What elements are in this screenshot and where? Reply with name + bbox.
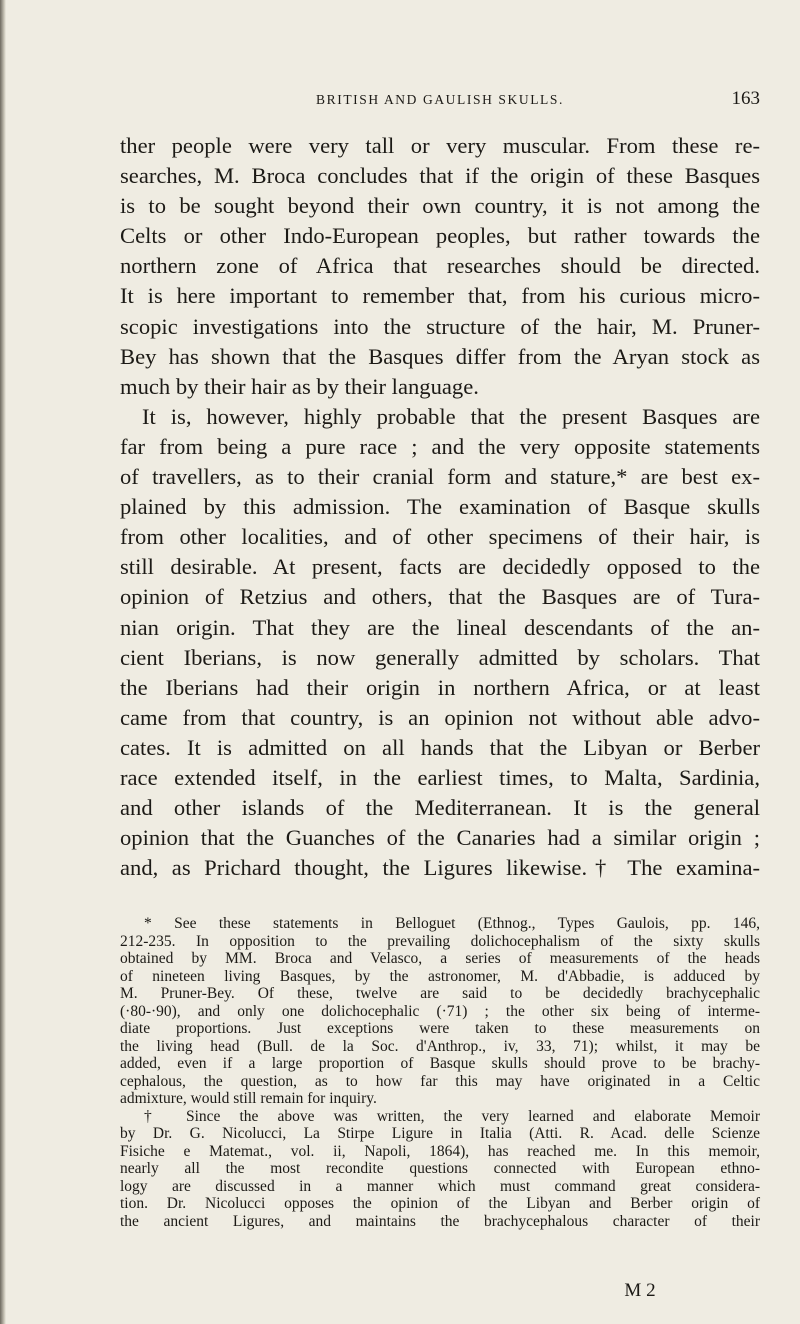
body-line: and, as Prichard thought, the Ligures likewise.† The examina- [120, 855, 760, 881]
footnote-line: the living head (Bull. de la Soc. d'Anthrop., iv, 33, 71); whilst, it may be [120, 1037, 760, 1055]
footnote-line: cephalous, the question, as to how far this may have originated in a Celtic [120, 1072, 760, 1090]
page-header [120, 88, 760, 112]
body-line: opinion that the Guanches of the Canaries had a similar origin ; [120, 825, 760, 851]
footnote-line: Fisiche e Matemat., vol. ii, Napoli, 1864), has reached me. In this memoir, [120, 1142, 760, 1160]
body-line: race extended itself, in the earliest times, to Malta, Sardinia, [120, 764, 760, 790]
footnote-line: * See these statements in Belloguet (Ethnog., Types Gaulois, pp. 146, [144, 915, 760, 932]
body-line: is to be sought beyond their own country, it is not among the [120, 193, 760, 219]
footnotes [120, 915, 760, 1230]
footnote-line: of nineteen living Basques, by the astronomer, M. d'Abbadie, is adduced by [120, 967, 760, 985]
footnote-line: by Dr. G. Nicolucci, La Stirpe Ligure in Italia (Atti. R. Acad. delle Scienze [120, 1125, 760, 1142]
footnote-line: tion. Dr. Nicolucci opposes the opinion of the Libyan and Berber origin of [120, 1195, 760, 1212]
signature-mark: M 2 [624, 1280, 656, 1301]
footnote-line: (·80-·90), and only one dolichocephalic (·71) ; the other six being of interme- [120, 1002, 760, 1020]
footnote-line: M. Pruner-Bey. Of these, twelve are said to be decidedly brachycephalic [120, 985, 760, 1002]
body-line: It is here important to remember that, from his curious micro- [120, 283, 760, 309]
footnote-line: † Since the above was written, the very learned and elaborate Memoir [144, 1107, 760, 1125]
body-line: plained by this admission. The examination of Basque skulls [120, 494, 760, 520]
footnote-line: 212-235. In opposition to the prevailing dolichocephalism of the sixty skulls [120, 932, 760, 950]
body-line: still desirable. At present, facts are decidedly opposed to the [120, 554, 760, 580]
running-title: BRITISH AND GAULISH SKULLS. [316, 92, 564, 107]
body-line: scopic investigations into the structure of the hair, M. Pruner- [120, 313, 760, 339]
body-line: came from that country, is an opinion not without able advo- [120, 704, 760, 730]
body-line: northern zone of Africa that researches should be directed. [120, 253, 760, 279]
footnote-line: nearly all the most recondite questions connected with European ethno- [120, 1160, 760, 1177]
footnote-line: obtained by MM. Broca and Velasco, a series of measurements of the heads [120, 950, 760, 967]
body-line: the Iberians had their origin in northern Africa, or at least [120, 674, 760, 700]
footnote-line: diate proportions. Just exceptions were taken to these measurements on [120, 1020, 760, 1037]
body-line: much by their hair as by their language. [120, 373, 479, 399]
body-line: ther people were very tall or very muscular. From these re- [120, 133, 760, 158]
body-line: cient Iberians, is now generally admitted by scholars. That [120, 644, 760, 670]
body-line: Bey has shown that the Basques differ from the Aryan stock as [120, 343, 760, 369]
body-line: Celts or other Indo-European peoples, but rather towards the [120, 223, 760, 249]
body-line: cates. It is admitted on all hands that the Libyan or Berber [120, 734, 760, 760]
main-text [120, 131, 760, 883]
footnote-line: added, even if a large proportion of Basque skulls should prove to be brachy- [120, 1055, 760, 1072]
body-line: searches, M. Broca concludes that if the origin of these Basques [120, 163, 760, 189]
page-number: 163 [731, 88, 760, 109]
body-line: of travellers, as to their cranial form and stature,* are best ex- [120, 464, 760, 490]
body-line: opinion of Retzius and others, that the Basques are of Tura- [120, 584, 760, 610]
body-line: far from being a pure race ; and the very opposite statements [120, 433, 760, 459]
body-line: and other islands of the Mediterranean. It is the general [120, 795, 760, 821]
body-line: nian origin. That they are the lineal descendants of the an- [120, 614, 760, 640]
footnote-line: admixture, would still remain for inquiry. [120, 1090, 377, 1107]
body-line: from other localities, and of other specimens of their hair, is [120, 524, 760, 550]
page-edge [0, 0, 6, 1324]
footnote-line: the ancient Ligures, and maintains the brachycephalous character of their [120, 1212, 760, 1230]
footnote-line: logy are discussed in a manner which must command great considera- [120, 1177, 760, 1195]
body-line: It is, however, highly probable that the present Basques are [142, 403, 760, 429]
